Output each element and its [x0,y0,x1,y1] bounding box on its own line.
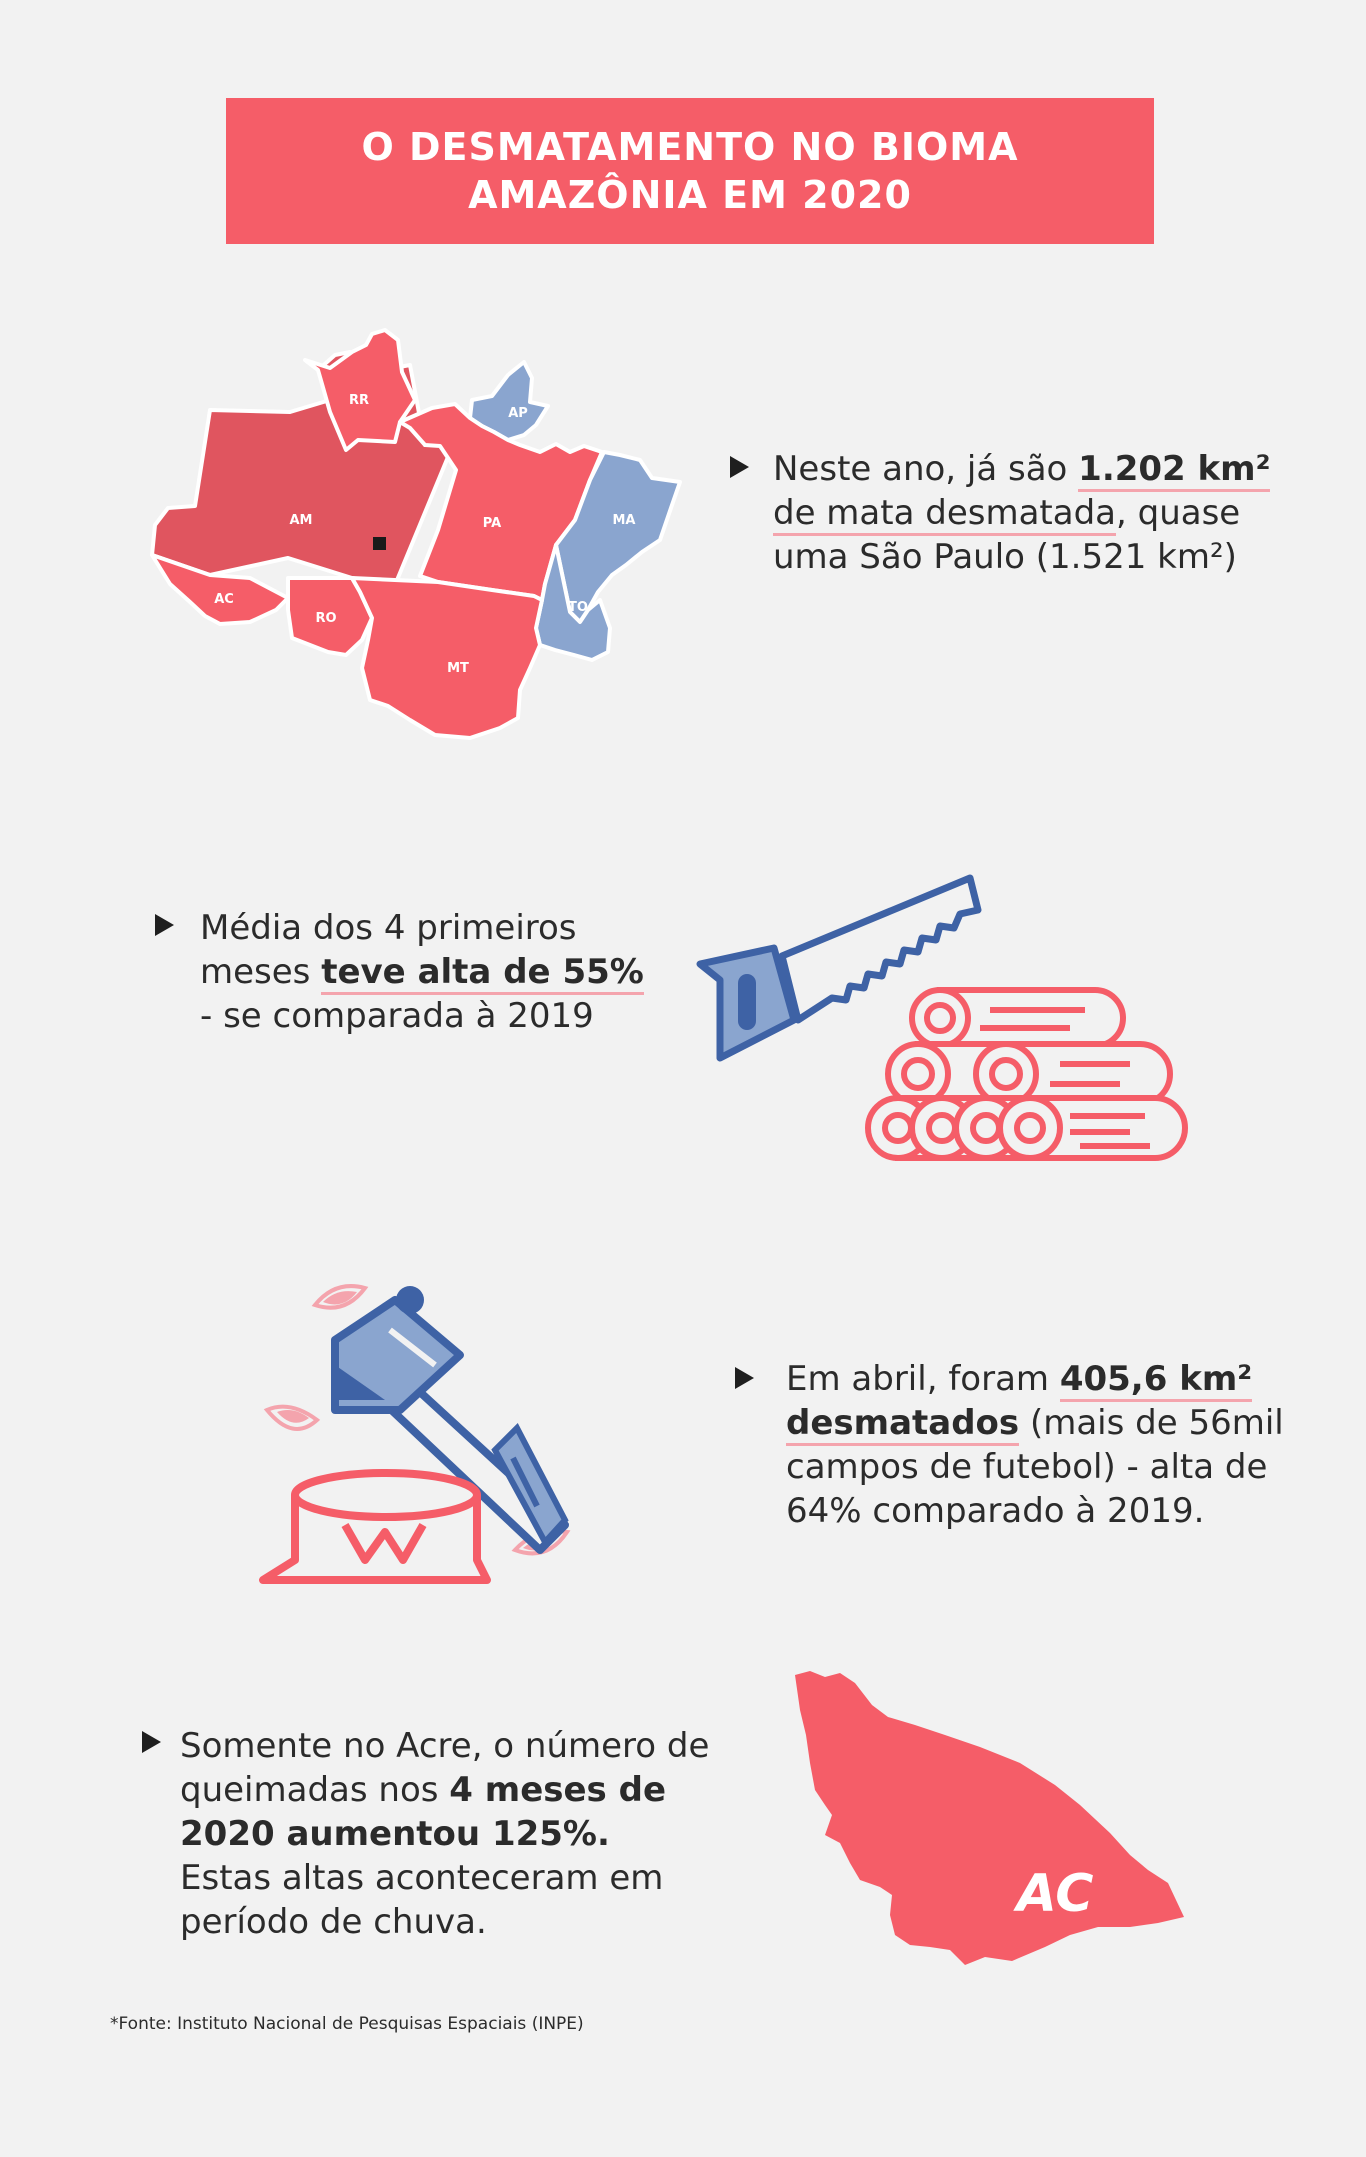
fact-3-text-3: campos de futebol) - alta de [786,1447,1268,1487]
map-label-ma: MA [612,513,636,528]
fact-2-text-2: meses [200,952,322,992]
fact-3 [786,1357,1284,1533]
fact-1-text-2: , quase [1116,493,1241,533]
map-label-ac: AC [214,592,234,607]
fact-3-text: Em abril, foram [786,1359,1060,1399]
fact-3-highlight: 405,6 km² [1060,1359,1252,1402]
fact-3-text-4: 64% comparado à 2019. [786,1491,1205,1531]
fact-1-text-3: uma São Paulo (1.521 km²) [773,537,1237,577]
fact-4-bold-2: 2020 aumentou 125%. [180,1814,610,1854]
fact-4-bold-1: 4 meses de [449,1770,667,1810]
fact-1-highlight: 1.202 km² [1078,449,1270,492]
map-label-am: AM [289,513,313,528]
capital-marker [373,537,386,550]
fact-3-highlight-2: desmatados [786,1403,1019,1446]
acre-map [780,1665,1220,1975]
fact-1 [773,447,1270,579]
map-label-to: TO [568,600,588,615]
fact-2-text-3: - se comparada à 2019 [200,996,594,1036]
fact-4-text-2: queimadas nos [180,1770,450,1810]
fact-2 [200,906,644,1038]
bullet-arrow-3 [735,1367,754,1389]
fact-4-text-4: Estas altas aconteceram em [180,1858,664,1898]
fact-4-text-5: período de chuva. [180,1902,487,1942]
logs-icon [870,980,1190,1160]
bullet-arrow-4 [142,1731,161,1753]
fact-3-text-2: (mais de 56mil [1019,1403,1284,1443]
bullet-arrow-1 [730,456,749,478]
axe-icon [255,1270,595,1600]
map-label-ro: RO [315,611,337,626]
source-footnote: *Fonte: Instituto Nacional de Pesquisas Espaciais (INPE) [110,2014,584,2034]
fact-1-text: Neste ano, já são [773,449,1079,489]
stump-icon [263,1473,487,1580]
fact-2-highlight: teve alta de 55% [321,952,644,995]
map-label-mt: MT [447,661,469,676]
map-label-pa: PA [482,516,502,531]
fact-4-text-1: Somente no Acre, o número de [180,1726,710,1766]
acre-label: AC [1016,1864,1094,1924]
map-label-ap: AP [508,406,528,421]
title-line-1: O DESMATAMENTO NO BIOMA [361,125,1019,169]
map-state-mt [352,578,542,738]
fact-4 [180,1724,709,1944]
fact-2-text-1: Média dos 4 primeiros [200,908,577,948]
bullet-arrow-2 [155,914,174,936]
title-line-2: AMAZÔNIA EM 2020 [468,173,912,217]
fact-1-underline: de mata desmatada [773,493,1116,536]
map-label-rr: RR [348,393,370,408]
